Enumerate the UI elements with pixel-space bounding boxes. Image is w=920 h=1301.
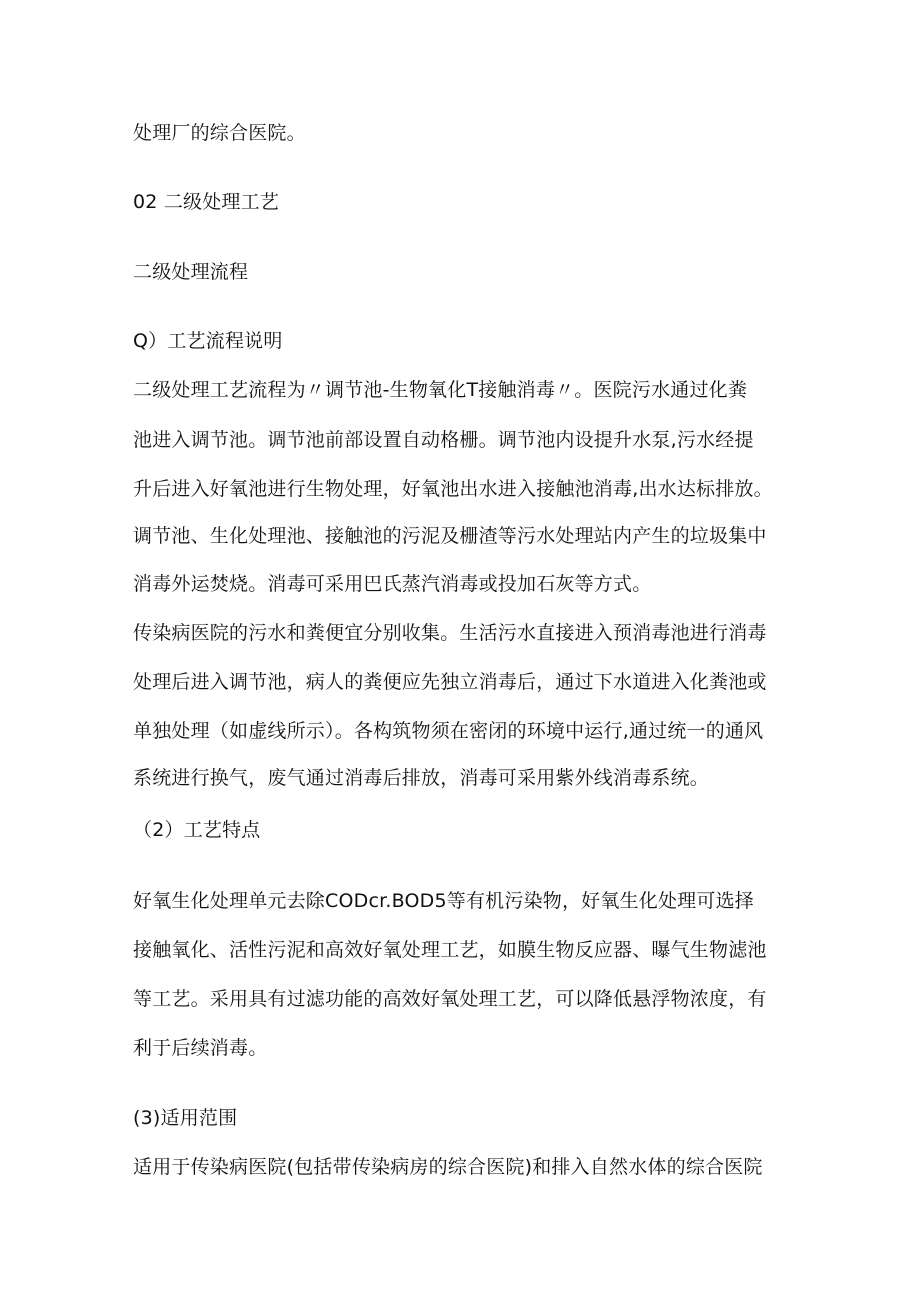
part1-heading: Q）工艺流程说明 [133, 330, 283, 352]
paragraph-line: 利于后续消毒。 [133, 1037, 268, 1059]
paragraph-line: 好氧生化处理单元去除CODcr.BOD5等有机污染物，好氧生化处理可选择 [133, 890, 754, 912]
paragraph-line: 调节池、生化处理池、接触池的污泥及栅渣等污水处理站内产生的垃圾集中 [133, 525, 767, 547]
paragraph-line: 处理后进入调节池，病人的粪便应先独立消毒后，通过下水道进入化粪池或 [133, 671, 767, 693]
intro-tail-text: 处理厂的综合医院。 [133, 122, 306, 144]
section-heading: 02 二级处理工艺 [133, 191, 280, 213]
paragraph-line: 消毒外运焚烧。消毒可采用巴氏蒸汽消毒或投加石灰等方式。 [133, 573, 652, 595]
paragraph-line: 等工艺。采用具有过滤功能的高效好氧处理工艺，可以降低悬浮物浓度，有 [133, 988, 767, 1010]
paragraph-line: 接触氧化、活性污泥和高效好氧处理工艺，如膜生物反应器、曝气生物滤池 [133, 939, 767, 961]
paragraph-line: 系统进行换气，废气通过消毒后排放，消毒可采用紫外线消毒系统。 [133, 767, 710, 789]
paragraph-line: 传染病医院的污水和粪便宜分别收集。生活污水直接进入预消毒池进行消毒 [133, 622, 767, 644]
sub-heading: 二级处理流程 [133, 261, 249, 283]
paragraph-line: 适用于传染病医院(包括带传染病房的综合医院)和排入自然水体的综合医院 [133, 1156, 763, 1178]
paragraph-line: 池进入调节池。调节池前部设置自动格栅。调节池内设提升水泵,污水经提 [133, 429, 754, 451]
part2-heading: （2）工艺特点 [133, 819, 261, 841]
part3-heading: (3)适用范围 [133, 1107, 238, 1129]
paragraph-line: 升后进入好氧池进行生物处理，好氧池出水进入接触池消毒,出水达标排放。 [133, 478, 773, 500]
paragraph-line: 单独处理（如虚线所示）。各构筑物须在密闭的环境中运行,通过统一的通风 [133, 720, 764, 742]
paragraph-line: 二级处理工艺流程为〃调节池-生物氧化T接触消毒〃。医院污水通过化粪 [133, 379, 748, 401]
